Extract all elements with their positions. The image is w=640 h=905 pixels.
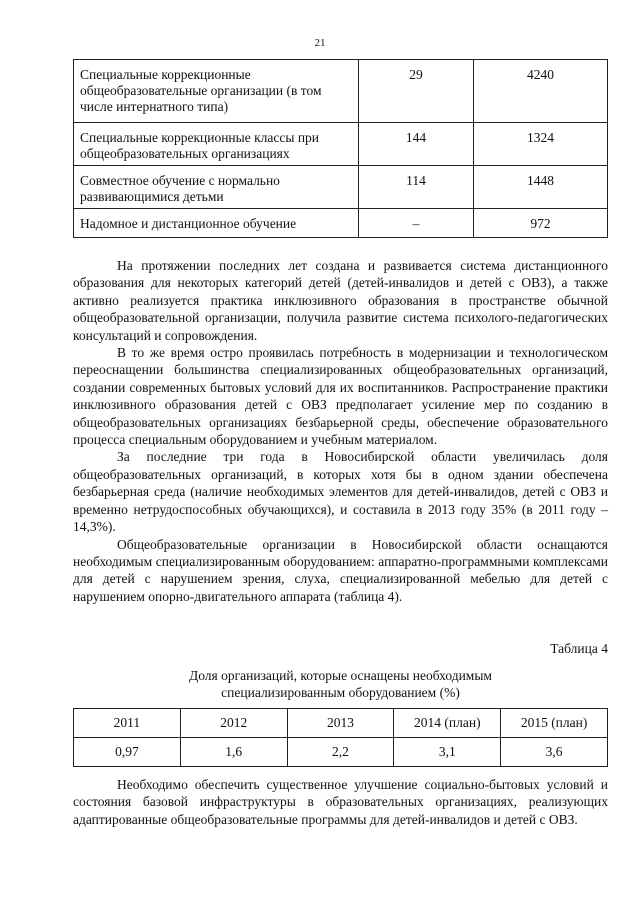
table-row [74, 166, 608, 209]
row-name-cell: Совместное обучение с нормально развивающимися детьми [74, 166, 359, 209]
table-caption [73, 667, 608, 702]
paragraph: Общеобразовательные организации в Новосибирской области оснащаются необходимым специализированным оборудованием: аппаратно-программными комплексами для детей с нарушением зрения, слуха, специализированной мебелью для детей с нарушением опорно-двигательного аппарата (таблица 4). [73, 536, 608, 604]
closing-text [73, 776, 608, 828]
count-cell: – [359, 209, 474, 238]
children-cell: 1448 [474, 166, 608, 209]
table-row [74, 738, 608, 767]
table-header-row [74, 709, 608, 738]
table-row [74, 123, 608, 166]
value-cell: 0,97 [74, 738, 181, 767]
children-cell: 972 [474, 209, 608, 238]
paragraph: В то же время остро проявилась потребность в модернизации и технологическом переоснащении большинства специализированных общеобразовательных организаций, создании современных бытовых условий для их воспитанников. Распространение практики инклюзивного образования детей с ОВЗ предполагает усиление мер по созданию в общеобразовательных организациях безбарьерной среды, обеспечение образовательного процесса специальным оборудованием и учебным материалом. [73, 345, 608, 448]
year-header: 2015 (план) [501, 709, 608, 738]
row-name-cell: Специальные коррекционные общеобразовательные организации (в том числе интернатного типа) [74, 60, 359, 123]
value-cell: 1,6 [180, 738, 287, 767]
table-row [74, 60, 608, 123]
table-row [74, 209, 608, 238]
paragraph: Необходимо обеспечить существенное улучшение социально-бытовых условий и состояния базовой инфраструктуры в образовательных организациях, реализующих адаптированные общеобразовательные программы для детей-инвалидов и детей с ОВЗ. [73, 777, 608, 827]
count-cell: 144 [359, 123, 474, 166]
year-header: 2012 [180, 709, 287, 738]
paragraph: На протяжении последних лет создана и развивается система дистанционного образования для некоторых категорий детей (детей-инвалидов и детей с ОВЗ), а также активно реализуется практика инклюзивного образования в пространстве обычной общеобразовательной организации, получила развитие система психолого-педагогических консультаций и сопровождения. [73, 258, 608, 343]
page-number: 21 [314, 37, 326, 49]
year-header: 2011 [74, 709, 181, 738]
paragraph: За последние три года в Новосибирской области увеличилась доля общеобразовательных организаций, в которых хотя бы в одном здании обеспечена безбарьерная среда (наличие необходимых элементов для детей-инвалидов, детей с ОВЗ и временно нетрудоспособных обучающихся), и составила в 2013 году 35% (в 2011 году – 14,3%). [73, 449, 608, 535]
value-cell: 3,6 [501, 738, 608, 767]
equipment-table [73, 708, 608, 767]
count-cell: 114 [359, 166, 474, 209]
body-text [73, 257, 608, 605]
table-caption-line: Доля организаций, которые оснащены необходимым [189, 668, 492, 683]
year-header: 2014 (план) [394, 709, 501, 738]
count-cell: 29 [359, 60, 474, 123]
children-cell: 1324 [474, 123, 608, 166]
year-header: 2013 [287, 709, 394, 738]
row-name-cell: Специальные коррекционные классы при общеобразовательных организациях [74, 123, 359, 166]
children-cell: 4240 [474, 60, 608, 123]
table-label: Таблица 4 [550, 641, 608, 656]
row-name-cell: Надомное и дистанционное обучение [74, 209, 359, 238]
programs-table [73, 59, 608, 238]
value-cell: 3,1 [394, 738, 501, 767]
table-caption-line: специализированным оборудованием (%) [221, 685, 460, 701]
value-cell: 2,2 [287, 738, 394, 767]
